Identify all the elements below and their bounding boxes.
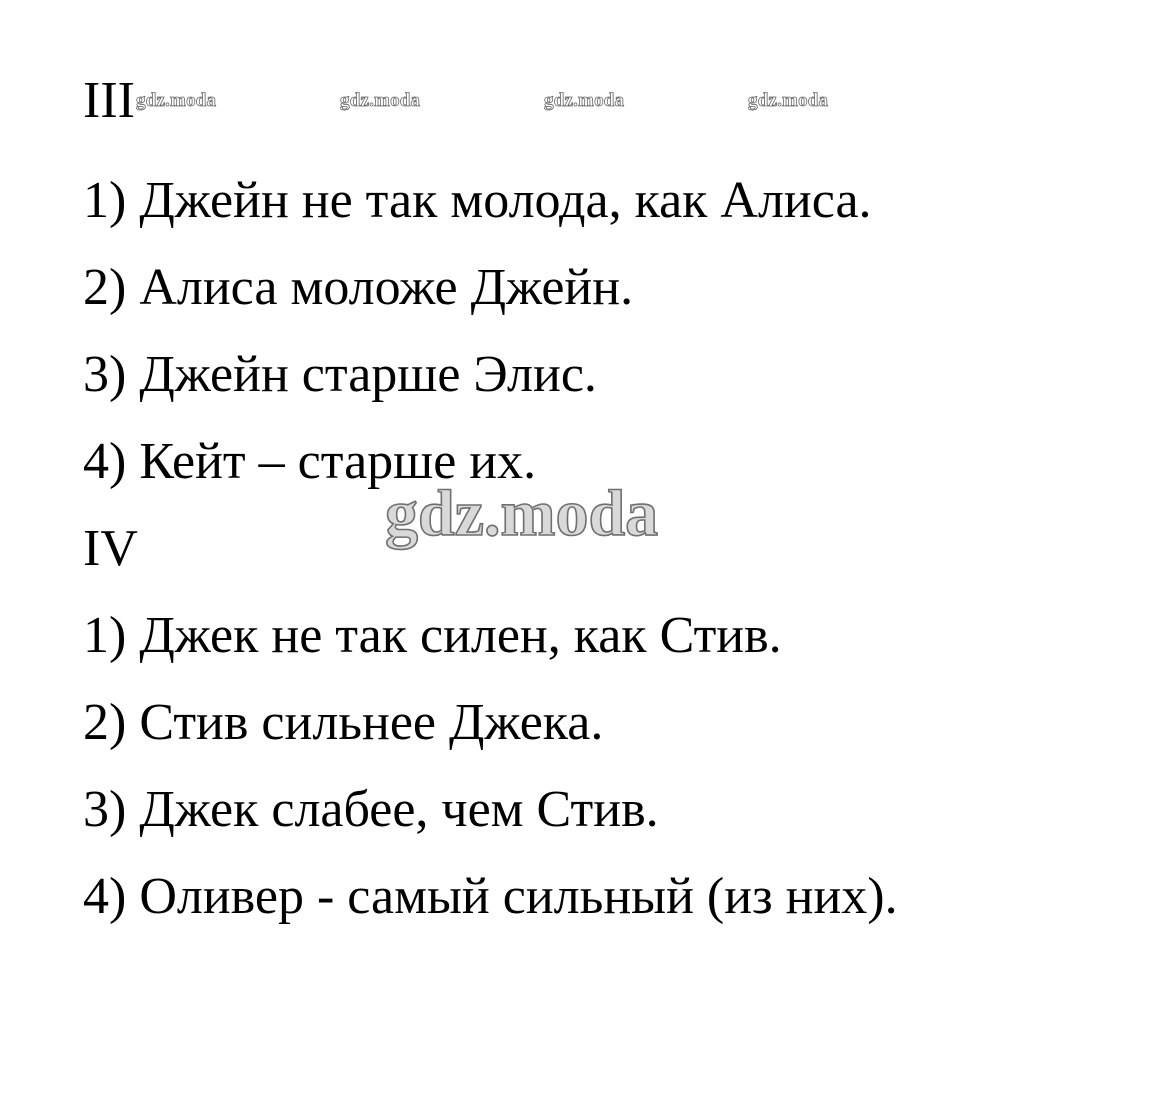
answer-line: 2) Стив сильнее Джека. <box>83 694 604 751</box>
section-heading-iii: III <box>83 72 135 129</box>
watermark-large: gdz.moda <box>385 477 659 550</box>
answer-line: 3) Джек слабее, чем Стив. <box>83 781 659 838</box>
answer-line: 3) Джейн старше Элис. <box>83 346 597 403</box>
answer-line: 1) Джек не так силен, как Стив. <box>83 607 782 664</box>
section-heading-iv: IV <box>83 520 138 577</box>
watermark-small: gdz.moda <box>340 90 421 111</box>
answer-line: 1) Джейн не так молода, как Алиса. <box>83 172 872 229</box>
answer-line: 2) Алиса моложе Джейн. <box>83 259 634 316</box>
watermark-small: gdz.moda <box>544 90 625 111</box>
watermark-small: gdz.moda <box>748 90 829 111</box>
watermark-small: gdz.moda <box>136 90 217 111</box>
answer-line: 4) Оливер - самый сильный (из них). <box>83 868 898 925</box>
answer-line: 4) Кейт – старше их. <box>83 433 537 490</box>
